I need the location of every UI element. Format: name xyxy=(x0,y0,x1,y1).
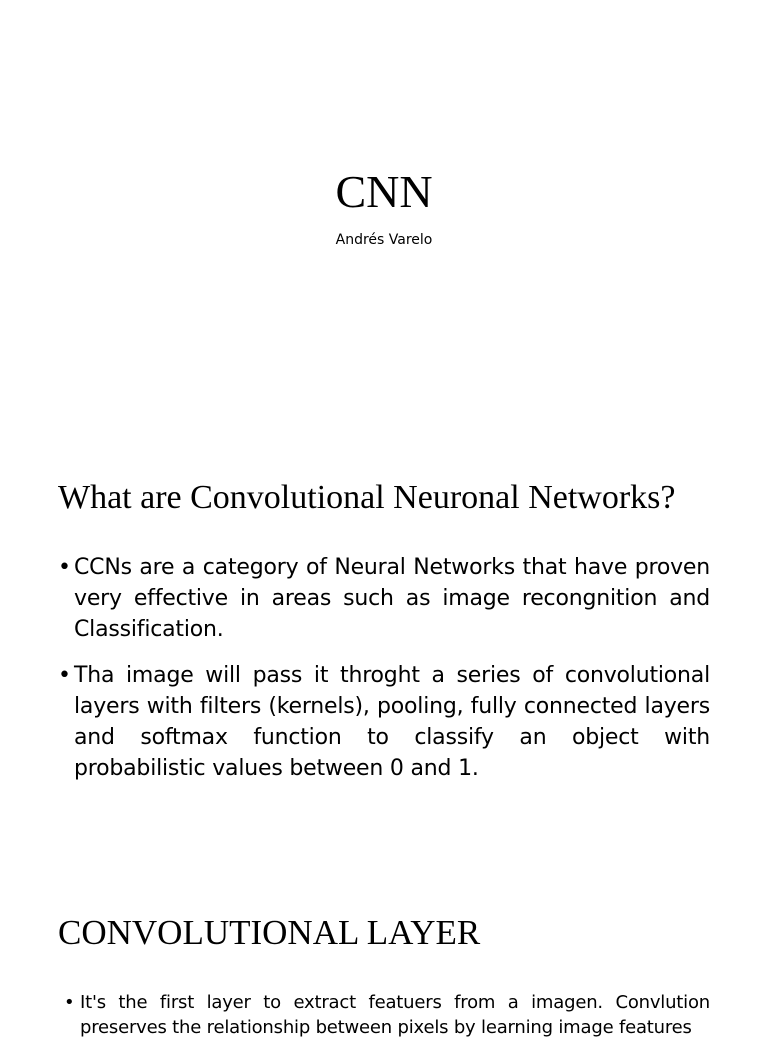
bullet-item xyxy=(58,660,710,784)
bullet-dot-icon: • xyxy=(58,555,71,580)
slide-convolutional-layer xyxy=(0,880,768,1038)
bullet-dot-icon: • xyxy=(64,992,75,1013)
bullet-dot-icon: • xyxy=(58,663,71,688)
bullet-list xyxy=(58,552,710,799)
presentation-title: CNN xyxy=(335,166,433,217)
slide-what-are-cnns xyxy=(0,440,768,880)
title-slide xyxy=(0,0,768,440)
bullet-item xyxy=(58,552,710,645)
author-name: Andrés Varelo xyxy=(335,232,433,248)
bullet-text: It's the first layer to extract featuers from a imagen. Convlution preserves the relationship between pixels by learning image features xyxy=(80,992,710,1038)
bullet-text: Tha image will pass it throght a series of convolutional layers with filters (kernels), pooling, fully connected layers and softmax function to classify an object with probabilistic values between 0 and 1. xyxy=(74,663,710,781)
bullet-item xyxy=(64,990,710,1040)
bullet-list xyxy=(64,990,710,1040)
slide-heading: What are Convolutional Neuronal Networks? xyxy=(58,479,676,516)
slide-heading: CONVOLUTIONAL LAYER xyxy=(58,913,481,952)
bullet-text: CCNs are a category of Neural Networks that have proven very effective in areas such as image recongnition and Classification. xyxy=(74,555,710,642)
